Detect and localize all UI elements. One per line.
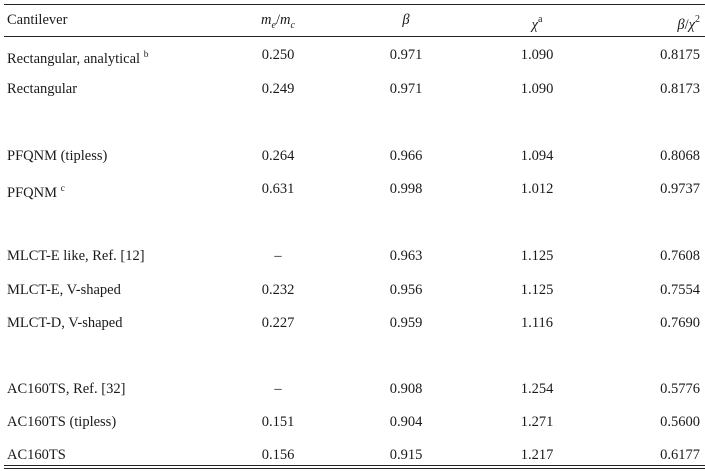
row-name: Rectangular, analytical $^b$ <box>7 50 149 67</box>
cell-chi: 1.125 <box>520 282 554 298</box>
cell-chi: 1.116 <box>520 315 554 331</box>
cell-beta: 0.966 <box>389 148 423 164</box>
header-chi: $\chi^a$ <box>531 14 543 33</box>
cell-beta: 0.971 <box>389 81 423 97</box>
table-row <box>0 43 705 67</box>
cell-ratio: 0.7608 <box>660 248 700 264</box>
cell-ratio: 0.5600 <box>660 414 700 430</box>
cell-chi: 1.012 <box>520 181 554 197</box>
cell-chi: 1.090 <box>520 81 554 97</box>
cell-me: 0.631 <box>261 181 295 197</box>
row-name: MLCT-D, V-shaped <box>7 315 123 331</box>
cell-me: 0.227 <box>261 315 295 331</box>
cell-chi: 1.090 <box>520 47 554 63</box>
table-row <box>0 311 705 335</box>
cell-me: 0.156 <box>261 447 295 463</box>
cell-beta: 0.904 <box>389 414 423 430</box>
table-row <box>0 144 705 168</box>
cell-chi: 1.094 <box>520 148 554 164</box>
cell-ratio: 0.8068 <box>660 148 700 164</box>
footnote-c: c <box>60 184 65 194</box>
row-name: MLCT-E, V-shaped <box>7 282 121 298</box>
header-beta: β <box>402 12 410 28</box>
cell-me: 0.151 <box>261 414 295 430</box>
cell-beta: 0.963 <box>389 248 423 264</box>
cell-me: – <box>274 381 282 397</box>
footnote-a: a <box>537 14 543 25</box>
header-row <box>0 8 705 32</box>
row-name: PFQNM (tipless) <box>7 148 108 164</box>
cell-me: – <box>274 248 282 264</box>
cell-beta: 0.956 <box>389 282 423 298</box>
row-name: AC160TS (tipless) <box>7 414 117 430</box>
table-row <box>0 410 705 434</box>
table-row <box>0 377 705 401</box>
top-rule <box>4 4 705 5</box>
cell-me: 0.264 <box>261 148 295 164</box>
cell-beta: 0.971 <box>389 47 423 63</box>
header-rule <box>4 36 705 37</box>
row-name: MLCT-E like, Ref. [12] <box>7 248 145 264</box>
cell-chi: 1.254 <box>520 381 554 397</box>
bottom-rule <box>4 465 705 466</box>
row-name: PFQNM $^c$ <box>7 184 65 201</box>
cell-beta: 0.998 <box>389 181 423 197</box>
row-name: Rectangular <box>7 81 78 97</box>
cell-ratio: 0.8175 <box>660 47 700 63</box>
cell-beta: 0.908 <box>389 381 423 397</box>
bottom-rule-double <box>4 468 705 469</box>
row-name: AC160TS <box>7 447 66 463</box>
cell-me: 0.250 <box>261 47 295 63</box>
cell-ratio: 0.8173 <box>660 81 700 97</box>
header-cantilever: Cantilever <box>7 12 68 28</box>
cell-beta: 0.915 <box>389 447 423 463</box>
table-row <box>0 278 705 302</box>
table-row <box>0 177 705 201</box>
cell-me: 0.232 <box>261 282 295 298</box>
table-row <box>0 244 705 268</box>
cell-ratio: 0.9737 <box>660 181 700 197</box>
header-beta-over-chi-squared: $\beta/\chi^2$ <box>677 14 700 33</box>
cell-me: 0.249 <box>261 81 295 97</box>
cell-ratio: 0.7690 <box>660 315 700 331</box>
header-mass-ratio: $m_e/m_c$ <box>261 12 295 31</box>
row-name: AC160TS, Ref. [32] <box>7 381 126 397</box>
table-row <box>0 443 705 467</box>
cell-beta: 0.959 <box>389 315 423 331</box>
cell-chi: 1.125 <box>520 248 554 264</box>
cell-chi: 1.217 <box>520 447 554 463</box>
cell-ratio: 0.7554 <box>660 282 700 298</box>
footnote-b: b <box>143 50 149 60</box>
cell-chi: 1.271 <box>520 414 554 430</box>
table-row <box>0 77 705 101</box>
cell-ratio: 0.5776 <box>660 381 700 397</box>
cell-ratio: 0.6177 <box>660 447 700 463</box>
